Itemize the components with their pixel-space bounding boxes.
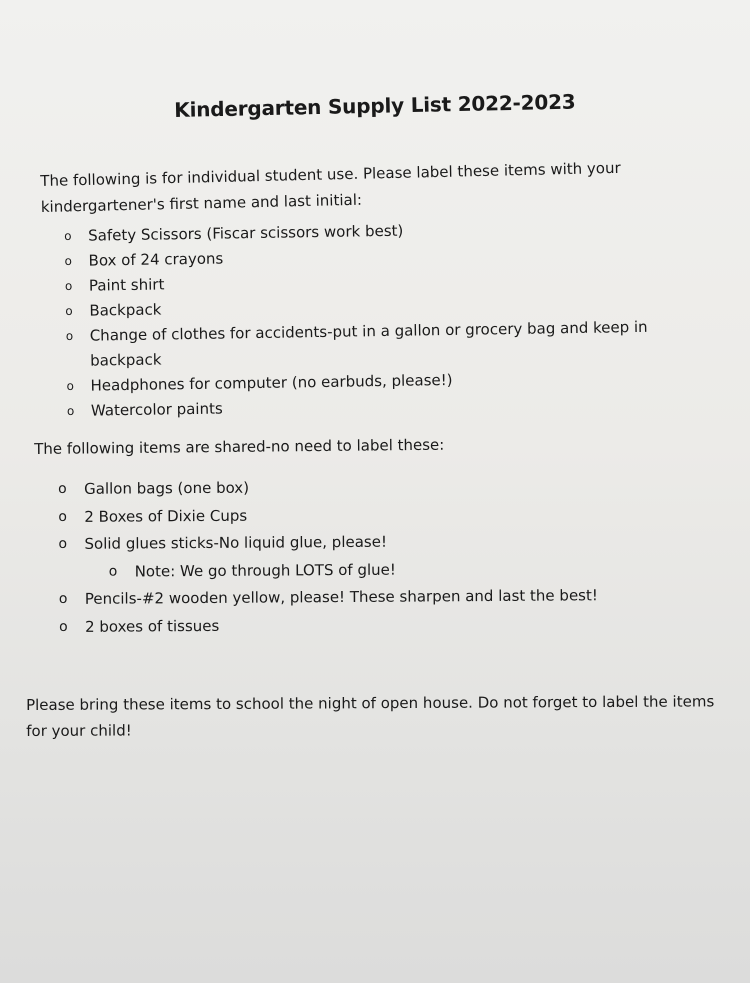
list-item: o 2 boxes of tissues	[59, 609, 659, 641]
bullet-icon: o	[58, 535, 68, 552]
bullet-icon: o	[65, 303, 73, 318]
document-title: Kindergarten Supply List 2022-2023	[174, 89, 576, 122]
bullet-icon: o	[108, 563, 118, 580]
list-item: o Gallon bags (one box)	[58, 472, 658, 504]
bullet-icon: o	[65, 328, 74, 343]
bullet-icon: o	[58, 480, 67, 497]
shared-items-intro: The following items are shared-no need to label these:	[34, 435, 445, 458]
list-item: o Paint shirt	[65, 264, 685, 299]
bullet-icon: o	[58, 508, 67, 525]
list-item: o Watercolor paints	[67, 389, 687, 424]
bullet-icon: o	[58, 590, 68, 607]
individual-items-intro: The following is for individual student use. Please label these items with your kindergartener's first name and last initial:	[40, 158, 621, 216]
shared-items-list	[58, 472, 659, 641]
bullet-icon: o	[66, 378, 74, 393]
list-item: o 2 Boxes of Dixie Cups	[58, 499, 658, 531]
bullet-icon: o	[64, 253, 73, 268]
list-item: o Change of clothes for accidents-put in a gallon or grocery bag and keep in backpack	[65, 317, 648, 370]
list-item: o Safety Scissors (Fiscar scissors work best)	[64, 214, 684, 249]
individual-items-list	[64, 214, 687, 424]
bullet-icon: o	[58, 618, 68, 635]
list-item: o Headphones for computer (no earbuds, please!)	[66, 364, 686, 399]
list-item: o Pencils-#2 wooden yellow, please! These sharpen and last the best!	[59, 582, 659, 614]
bullet-icon: o	[64, 228, 72, 243]
bullet-icon: o	[64, 278, 73, 293]
list-item: o Box of 24 crayons	[64, 239, 684, 274]
list-item: o Backpack	[65, 289, 685, 324]
closing-note: Please bring these items to school the night of open house. Do not forget to label the items for your child!	[26, 692, 715, 740]
bullet-icon: o	[66, 403, 75, 418]
list-item: o Solid glues sticks-No liquid glue, please!	[58, 527, 658, 559]
list-sub-item: o Note: We go through LOTS of glue!	[109, 554, 659, 585]
